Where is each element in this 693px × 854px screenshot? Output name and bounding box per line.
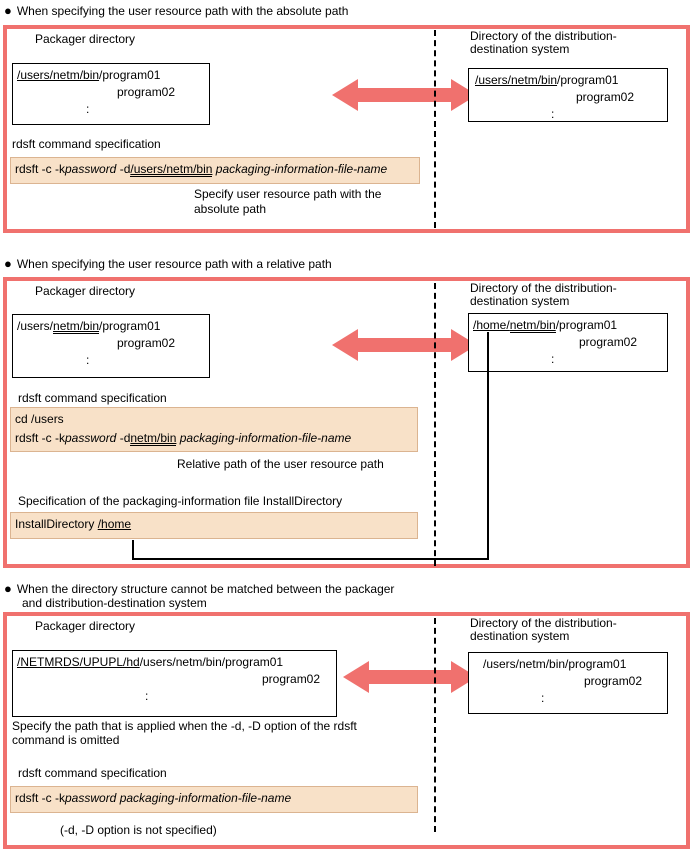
rdsft-command-box xyxy=(10,786,418,813)
arrow-bar xyxy=(356,338,453,352)
dest-label-line2: destination system xyxy=(470,42,570,56)
dest-label-line1: Directory of the distribution- xyxy=(470,616,617,630)
section-1-frame xyxy=(3,25,690,233)
bullet-icon: ● xyxy=(4,581,12,596)
rdsft-command-label: rdsft command specification xyxy=(12,137,161,151)
path-line: /home/netm/bin/program01 xyxy=(473,318,618,332)
install-directory-box xyxy=(10,512,418,539)
install-directory-line: InstallDirectory /home xyxy=(15,517,132,531)
dest-label-line1: Directory of the distribution- xyxy=(470,29,617,43)
dest-label-line1: Directory of the distribution- xyxy=(470,281,617,295)
program02-line: program02 xyxy=(584,674,643,688)
ellipsis-line: : xyxy=(86,102,90,116)
bullet-icon: ● xyxy=(4,256,12,271)
command-line: rdsft -c -kpassword -dnetm/bin packaging-information-file-name xyxy=(15,431,352,445)
no-option-note: (-d, -D option is not specified) xyxy=(60,823,217,837)
command-line: cd /users xyxy=(15,412,64,426)
program02-line: program02 xyxy=(117,85,176,99)
install-directory-spec-label: Specification of the packaging-information file InstallDirectory xyxy=(18,494,343,508)
bullet-icon: ● xyxy=(4,3,12,18)
transfer-arrow xyxy=(332,329,477,361)
command-line: rdsft -c -kpassword -d/users/netm/bin packaging-information-file-name xyxy=(15,162,388,176)
note-line2: absolute path xyxy=(194,202,267,216)
program02-line: program02 xyxy=(579,335,638,349)
home-connector-vertical-right xyxy=(487,332,489,559)
packager-directory-box xyxy=(12,650,337,717)
dest-label-line2: destination system xyxy=(470,294,570,308)
dest-directory-label xyxy=(470,282,617,308)
dest-directory-box xyxy=(468,68,668,122)
dest-directory-label xyxy=(470,617,617,643)
arrow-bar xyxy=(367,670,453,684)
section-3-title-line1: When the directory structure cannot be matched between the packager xyxy=(16,582,395,596)
dest-directory-box xyxy=(468,652,668,714)
dest-label-line2: destination system xyxy=(470,629,570,643)
ellipsis-line: : xyxy=(86,353,90,367)
ellipsis-line: : xyxy=(551,352,555,366)
section-1-title-text: When specifying the user resource path with the absolute path xyxy=(16,4,349,18)
arrow-bar xyxy=(356,88,453,102)
path-line: /users/netm/bin/program01 xyxy=(475,73,619,87)
system-boundary-dashed-line xyxy=(434,30,436,228)
arrow-left-head xyxy=(332,79,358,111)
section-3-title xyxy=(4,582,394,610)
home-connector-vertical-left xyxy=(132,540,134,558)
section-3-title-line2: and distribution-destination system xyxy=(22,596,207,610)
command-line: rdsft -c -kpassword packaging-information-file-name xyxy=(15,791,292,805)
arrow-left-head xyxy=(343,661,369,693)
omit-note-line2: command is omitted xyxy=(12,733,120,747)
path-line: /users/netm/bin/program01 xyxy=(483,657,627,671)
system-boundary-dashed-line xyxy=(434,618,436,832)
system-boundary-dashed-line xyxy=(434,283,436,566)
program02-line: program02 xyxy=(576,90,635,104)
packager-directory-label: Packager directory xyxy=(35,32,136,46)
section-2-frame xyxy=(3,277,690,568)
omit-note-line1: Specify the path that is applied when the -d, -D option of the rdsft xyxy=(12,719,357,733)
transfer-arrow xyxy=(332,79,477,111)
packager-directory-box xyxy=(12,314,210,378)
section-2-title xyxy=(4,257,332,271)
relative-path-note: Relative path of the user resource path xyxy=(177,457,384,471)
omitted-option-note xyxy=(12,719,357,747)
section-2-title-text: When specifying the user resource path with a relative path xyxy=(16,257,332,271)
rdsft-command-box xyxy=(10,407,418,452)
packager-directory-label: Packager directory xyxy=(35,619,136,633)
ellipsis-line: : xyxy=(551,107,555,121)
note-line1: Specify user resource path with the xyxy=(194,187,382,201)
dest-directory-box xyxy=(468,313,668,372)
packager-directory-box xyxy=(12,63,210,125)
dest-directory-label xyxy=(470,30,617,56)
ellipsis-line: : xyxy=(541,691,545,705)
path-line: /users/netm/bin/program01 xyxy=(17,319,161,333)
rdsft-command-box xyxy=(10,157,420,184)
transfer-arrow xyxy=(343,661,477,693)
packager-directory-label: Packager directory xyxy=(35,284,136,298)
section-3-frame xyxy=(3,612,690,849)
home-connector-horizontal xyxy=(132,558,489,560)
program02-line: program02 xyxy=(117,336,176,350)
rdsft-command-label: rdsft command specification xyxy=(18,766,167,780)
section-1-title xyxy=(4,4,348,18)
absolute-path-note xyxy=(194,187,381,217)
ellipsis-line: : xyxy=(145,689,149,703)
path-line: /NETMRDS/UPUPL/hd/users/netm/bin/program01 xyxy=(17,655,284,669)
program02-line: program02 xyxy=(262,672,321,686)
rdsft-command-label: rdsft command specification xyxy=(18,391,167,405)
arrow-left-head xyxy=(332,329,358,361)
path-line: /users/netm/bin/program01 xyxy=(17,68,161,82)
